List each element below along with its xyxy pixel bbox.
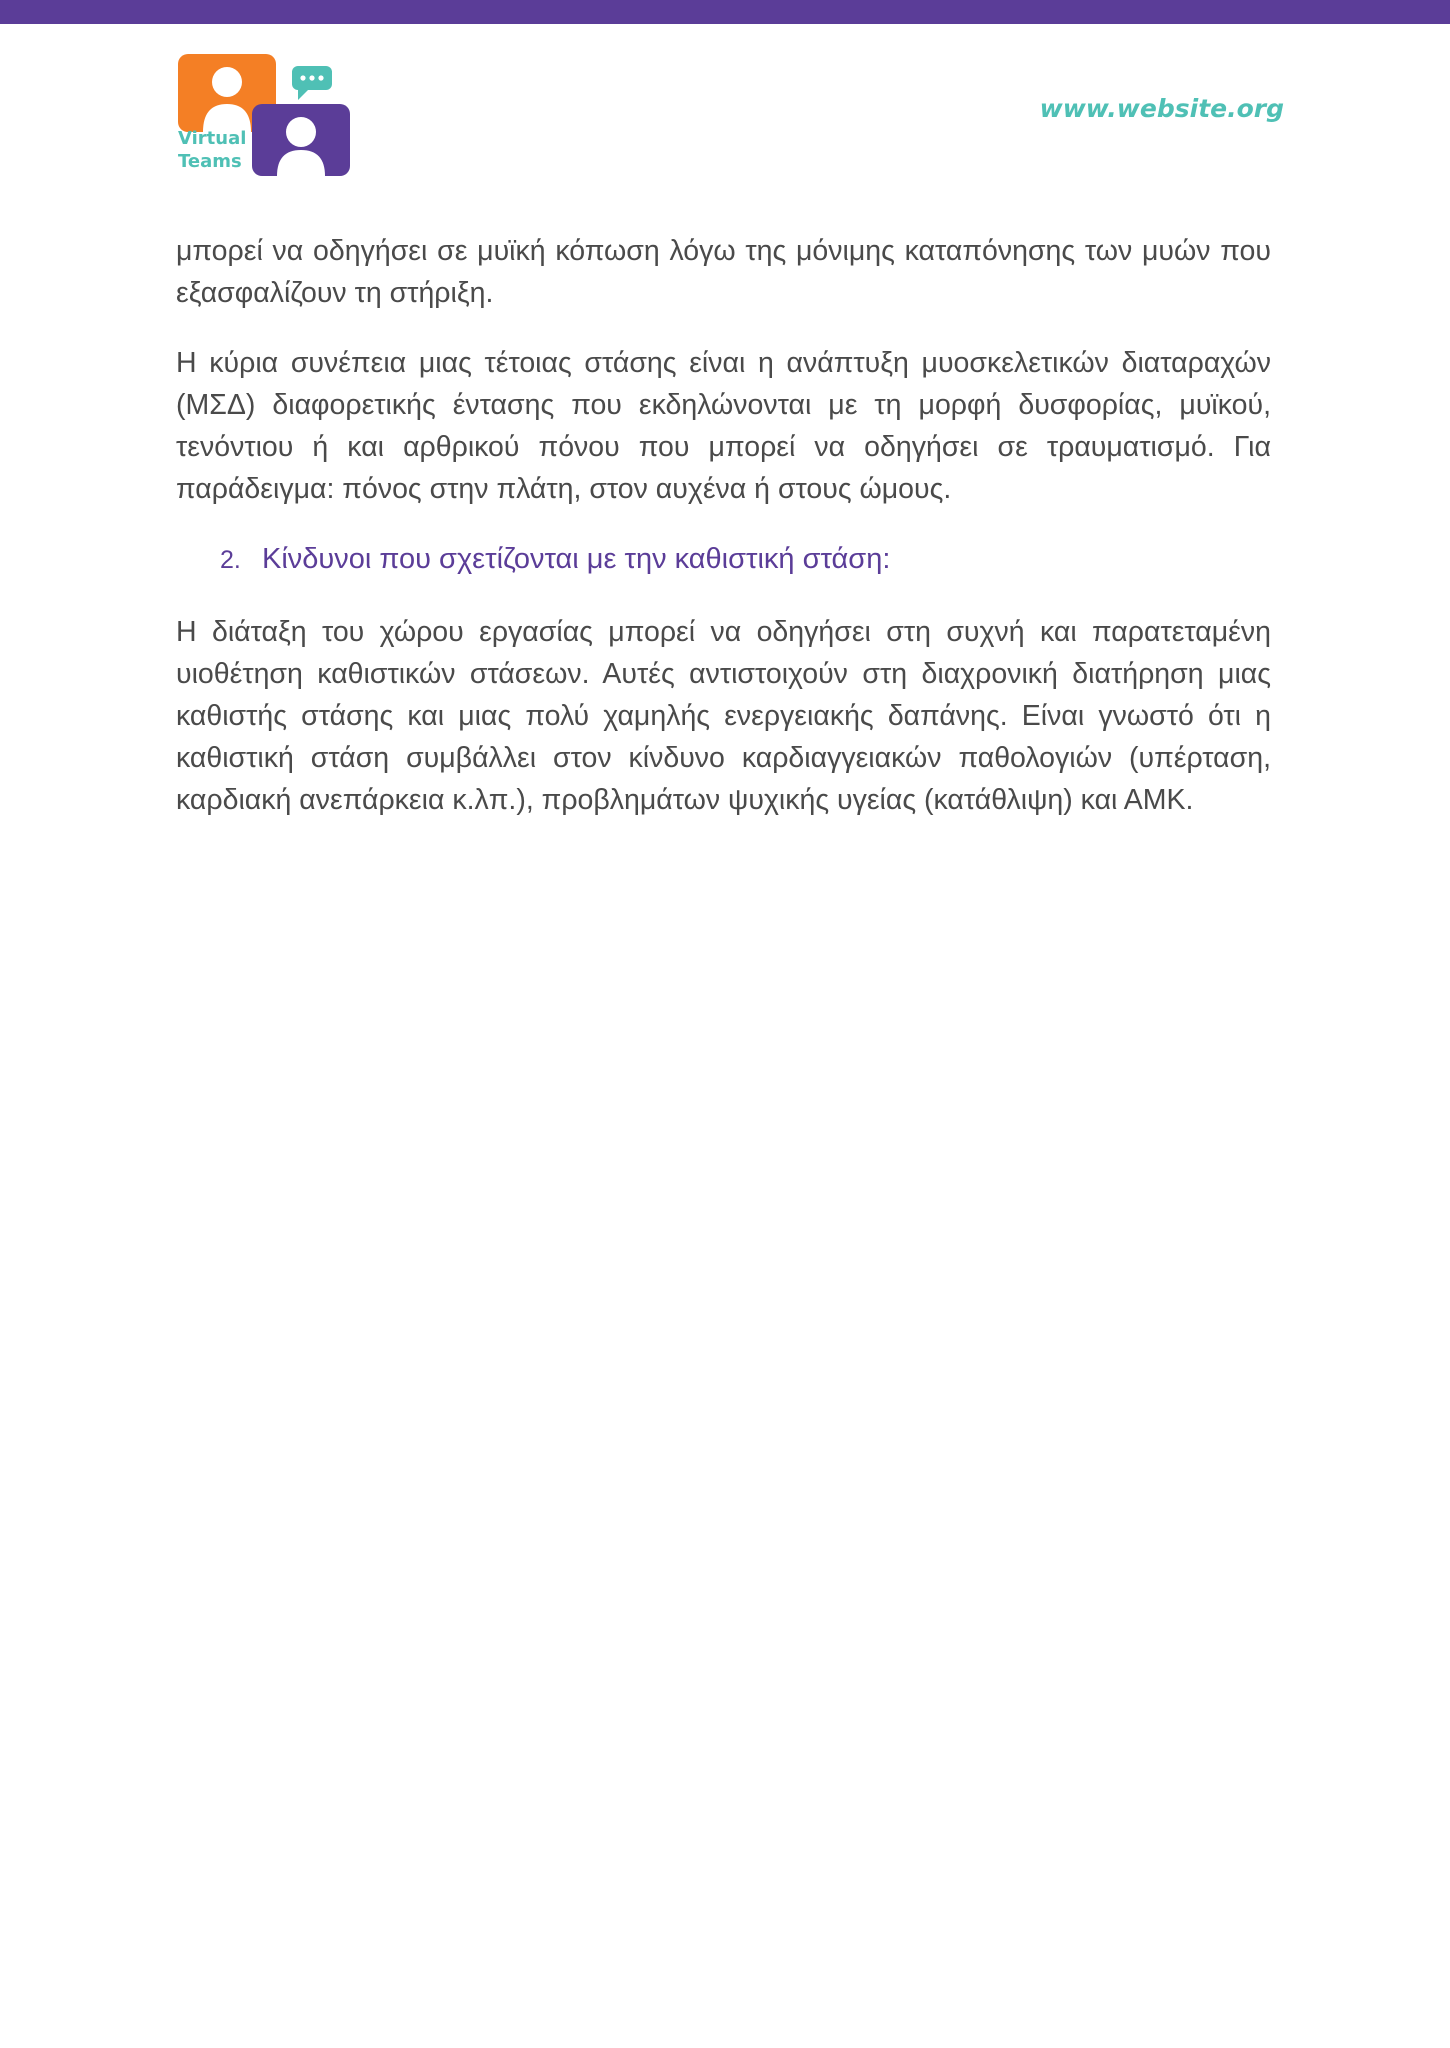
top-color-band [0,0,1450,24]
heading-text: Κίνδυνοι που σχετίζονται με την καθιστική στάση: [262,543,891,575]
virtual-teams-logo [176,52,356,182]
section-heading-sedentary-risks [220,538,1271,581]
paragraph-msd-consequences: Η κύρια συνέπεια μιας τέτοιας στάσης είναι η ανάπτυξη μυοσκελετικών διαταραχών (ΜΣΔ) διαφορετικής έντασης που εκδηλώνονται με τη μορφή δυσφορίας, μυϊκού, τενόντιου ή και αρθρικού πόνου που μπορεί να οδηγήσει σε τραυματισμό. Για παράδειγμα: πόνος στην πλάτη, στον αυχένα ή στους ώμους. [176,347,1271,505]
paragraph-fatigue: μπορεί να οδηγήσει σε μυϊκή κόπωση λόγω της μόνιμης καταπόνησης των μυών που εξασφαλίζουν τη στήριξη. [176,235,1271,309]
logo-text-teams: Teams [178,151,242,172]
website-url[interactable]: www.website.org [1039,94,1284,123]
document-body [176,230,1271,849]
heading-number: 2. [220,546,241,574]
logo-text-virtual: Virtual [178,128,247,149]
paragraph-sedentary-posture: Η διάταξη του χώρου εργασίας μπορεί να οδηγήσει στη συχνή και παρατεταμένη υιοθέτηση καθιστικών στάσεων. Αυτές αντιστοιχούν στη διαχρονική διατήρηση μιας καθιστής στάσης και μιας πολύ χαμηλής ενεργειακής δαπάνης. Είναι γνωστό ότι η καθιστική στάση συμβάλλει στον κίνδυνο καρδιαγγειακών παθολογιών (υπέρταση, καρδιακή ανεπάρκεια κ.λπ.), προβλημάτων ψυχικής υγείας (κατάθλιψη) και ΑΜΚ. [176,616,1271,816]
